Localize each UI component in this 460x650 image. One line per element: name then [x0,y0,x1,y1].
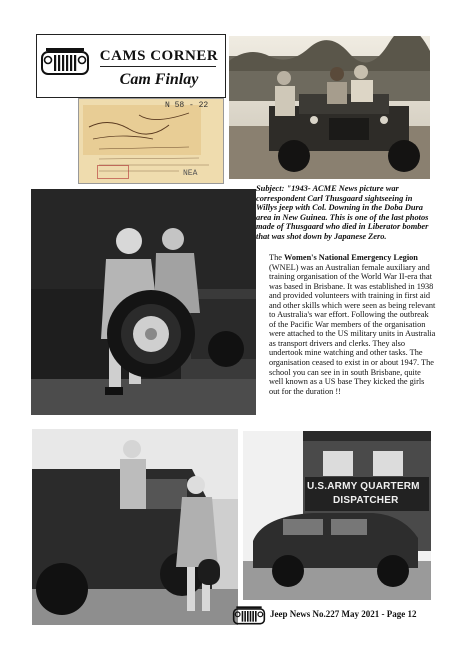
header-title: CAMS CORNER [99,48,219,64]
header-divider [100,66,216,67]
stamp-text-2: NEA [183,169,198,178]
red-stamp-mark [97,165,129,179]
stamp-text: N 58 - 22 [165,101,209,110]
sign-text-line-2: DISPATCHER [333,495,399,506]
photo-quartermaster-dispatcher [243,431,431,600]
jeep-grille-icon [232,605,266,625]
photo-caption-jeep: Subject: "1943- ACME News picture war correspondent Carl Thusgaard sightseeing in Willys jeep with Col. Downing in the Doba Dura area in New Guinea. This is one of the last photos made of Thusgaard who died in Liberator bomber that was shot down by Japanese Zero. [256,184,429,241]
body-text: (WNEL) was an Australian female auxiliary and training organisation of the World War II-era that was based in Brisbane. It was established in 1938 and provided volunteers with training in first aid and other skills which were seen as being relevant to Australia's war effort. Following the outbreak of the Pacific War members of the organisation were attached to the US military units in Australia as transport drivers and clerks. They also undertook mine watching and other tasks. The organisation ceased to exist in or about 1947. The school you can see in in south Brisbane, quite well known as a US base They kicked the girls out for the duration !! [269,262,436,396]
footer-page-info: Jeep News No.227 May 2021 - Page 12 [270,609,417,619]
org-name: Women's National Emergency Legion [283,253,418,262]
article-body [269,253,437,396]
body-lead: The [269,253,284,262]
photo-women-tyre [31,189,256,415]
photo-women-truck [32,429,238,625]
header-author: Cam Finlay [119,71,199,88]
sign-text-line-1: U.S.ARMY QUARTERM [307,481,420,492]
photo-jeep-new-guinea [229,36,430,179]
document-scan-image [78,98,224,184]
jeep-grille-icon [40,46,90,76]
